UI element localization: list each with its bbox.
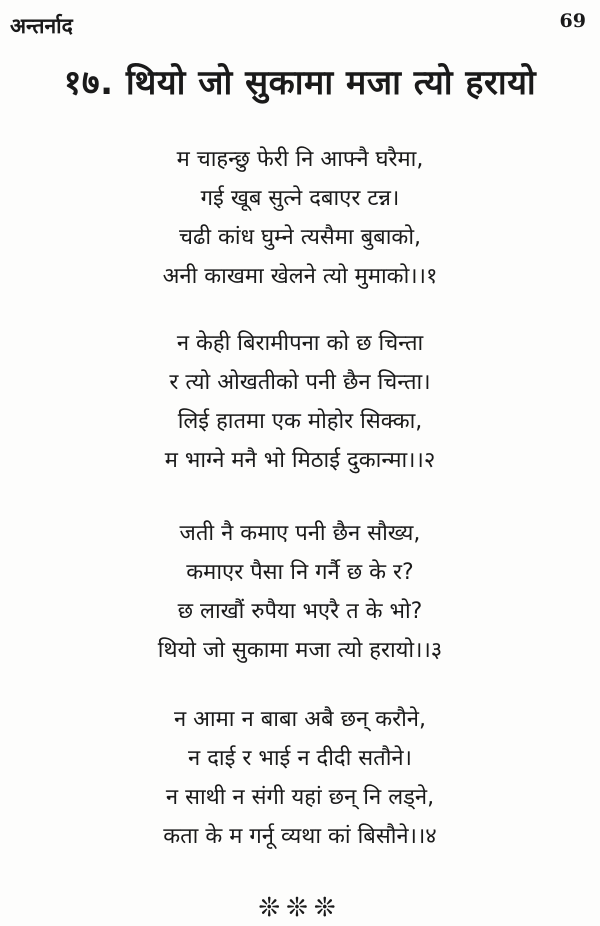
verse-line: छ लाखौं रुपैया भएरै त के भो?	[177, 599, 423, 624]
verse-line: जती नै कमाए पनी छैन सौख्य,	[179, 521, 421, 546]
stanza-3	[0, 514, 600, 670]
verse-line: चढी कांध घुम्ने त्यसैमा बुबाको,	[178, 225, 422, 250]
page-number: 69	[559, 10, 586, 32]
verse-line: थियो जो सुकामा मजा त्यो हरायो।।३	[157, 638, 443, 663]
verse-line: म चाहन्छु फेरी नि आफ्नै घरैमा,	[176, 147, 424, 172]
ornament-divider: ❊❊❊	[258, 893, 342, 923]
verse-line: न साथी न संगी यहां छन् नि लड्ने,	[165, 785, 435, 810]
verse-line: कमाएर पैसा नि गर्नै छ के र?	[186, 560, 414, 585]
verse-line: न आमा न बाबा अबै छन् करौने,	[173, 707, 427, 732]
verse-line: न दाई र भाई न दीदी सतौने।	[188, 746, 412, 771]
stanza-1	[0, 140, 600, 296]
running-head: अन्तर्नाद	[10, 14, 73, 38]
poem-title: १७. थियो जो सुकामा मजा त्यो हरायो	[63, 63, 537, 103]
verse-line: म भाग्ने मनै भो मिठाई दुकान्मा।।२	[164, 448, 436, 473]
verse-line: अनी काखमा खेलने त्यो मुमाको।।१	[162, 264, 438, 289]
verse-line: कता के म गर्नू व्यथा कां बिसौने।।४	[163, 824, 437, 849]
stanza-4	[0, 700, 600, 856]
verse-line: न केही बिरामीपना को छ चिन्ता	[176, 331, 424, 356]
verse-line: र त्यो ओखतीको पनी छैन चिन्ता।	[169, 370, 431, 395]
stanza-2	[0, 324, 600, 480]
verse-line: गई खूब सुत्ने दबाएर टन्न।	[200, 186, 400, 211]
verse-line: लिई हातमा एक मोहोर सिक्का,	[177, 409, 423, 434]
